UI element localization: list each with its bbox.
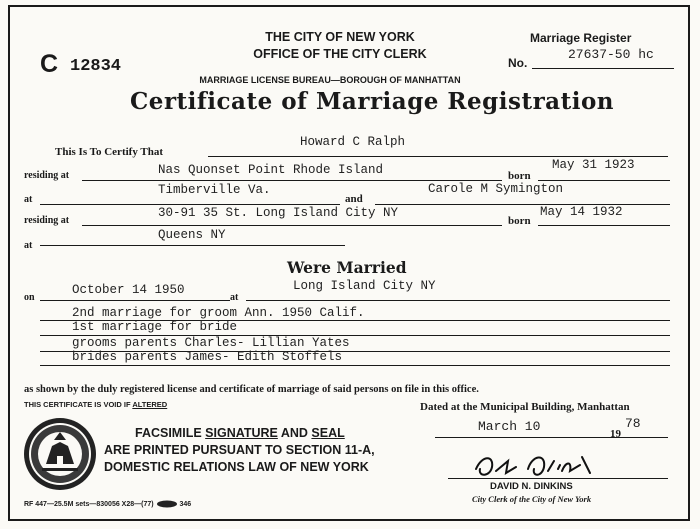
register-number: 27637-50 hc <box>568 47 654 62</box>
bride-residence: 30-91 35 St. Long Island City NY <box>158 206 399 220</box>
on-label: on <box>24 292 35 303</box>
void-text: THIS CERTIFICATE IS VOID IF <box>24 400 131 409</box>
groom-born-place: Timberville Va. <box>158 183 271 197</box>
groom-name: Howard C Ralph <box>300 135 406 149</box>
register-no-label: No. <box>508 56 528 70</box>
bride-residing-label: residing at <box>24 215 70 226</box>
marriage-at-label: at <box>230 292 239 303</box>
register-label: Marriage Register <box>530 31 632 45</box>
bride-name: Carole M Symington <box>428 182 564 196</box>
groom-born-date: May 31 1923 <box>552 158 635 172</box>
bride-born-date: May 14 1932 <box>540 205 623 219</box>
marriage-note-1: 2nd marriage for groom Ann. 1950 Calif. <box>72 306 365 320</box>
clerk-name: DAVID N. DINKINS <box>490 481 573 492</box>
marriage-note-4: brides parents James- Edith Stoffels <box>72 350 343 364</box>
groom-residence: Nas Quonset Point Rhode Island <box>158 163 384 177</box>
facsimile-line-2: ARE PRINTED PURSUANT TO SECTION 11-A, <box>104 443 375 457</box>
certify-label: This Is To Certify That <box>55 146 163 158</box>
groom-born-label: born <box>508 170 531 182</box>
marriage-place: Long Island City NY <box>293 279 436 293</box>
marriage-note-3: grooms parents Charles- Lillian Yates <box>72 336 350 350</box>
groom-at-label: at <box>24 194 33 205</box>
void-notice <box>24 400 167 409</box>
bride-born-label: born <box>508 215 531 227</box>
bride-at-label: at <box>24 240 33 251</box>
dated-year: 78 <box>625 416 641 431</box>
header-bureau: MARRIAGE LICENSE BUREAU—BOROUGH OF MANHATTAN <box>199 75 461 85</box>
void-altered: ALTERED <box>132 400 168 409</box>
dated-at-label: Dated at the Municipal Building, Manhattan <box>420 401 630 413</box>
marriage-note-2: 1st marriage for bride <box>72 320 238 334</box>
page-title: Certificate of Marriage Registration <box>130 88 615 115</box>
serial-number: 12834 <box>70 57 122 76</box>
and-label: and <box>345 193 363 205</box>
facsimile-word-seal: SEAL <box>311 426 345 440</box>
form-code-suffix: 346 <box>179 500 192 508</box>
header-city: THE CITY OF NEW YORK <box>265 30 415 44</box>
clerk-title: City Clerk of the City of New York <box>472 494 592 504</box>
facsimile-word-and: AND <box>277 426 312 440</box>
dated-year-prefix: 19 <box>610 428 621 440</box>
marriage-date: October 14 1950 <box>72 283 185 297</box>
form-code <box>24 500 191 508</box>
facsimile-word-signature: SIGNATURE <box>205 426 278 440</box>
bride-born-place: Queens NY <box>158 228 226 242</box>
groom-residing-label: residing at <box>24 170 70 181</box>
city-seal-icon <box>22 416 98 492</box>
facsimile-line-3: DOMESTIC RELATIONS LAW OF NEW YORK <box>104 460 369 474</box>
shown-by-statement: as shown by the duly registered license and certificate of marriage of said persons on file in this office. <box>24 384 479 395</box>
facsimile-line-1 <box>135 426 345 440</box>
serial-prefix: C <box>40 50 59 78</box>
dated-month-day: March 10 <box>478 419 541 434</box>
union-bug-icon <box>156 500 178 508</box>
header-office: OFFICE OF THE CITY CLERK <box>253 47 427 61</box>
form-code-text: RF 447—25.5M sets—830056 X28—(77) <box>24 500 154 508</box>
were-married-heading: Were Married <box>287 258 407 277</box>
facsimile-word-facsimile: FACSIMILE <box>135 426 206 440</box>
